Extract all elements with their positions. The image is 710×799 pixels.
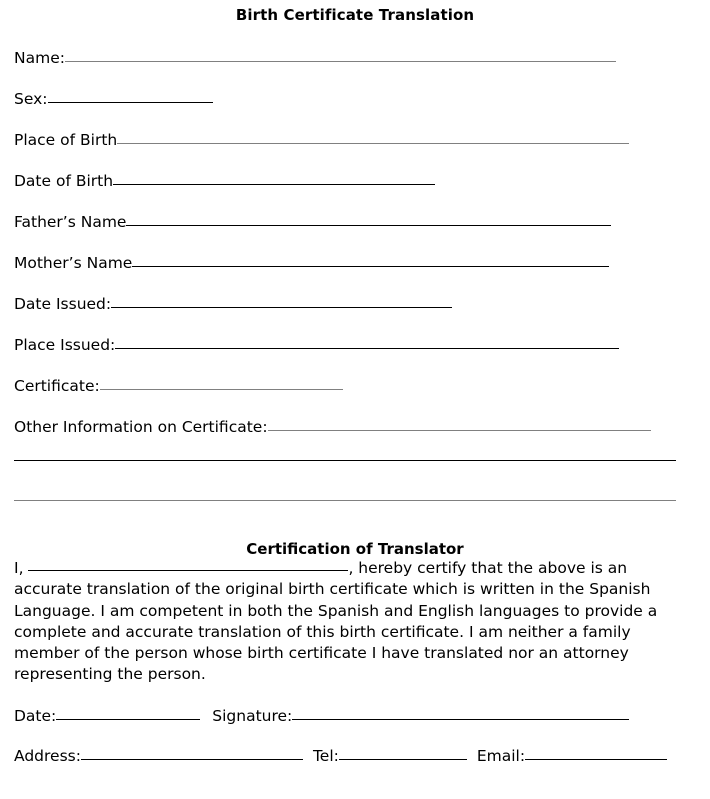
form-row-father-s-name: [14, 212, 696, 253]
field-label: Signature:: [212, 706, 293, 725]
field-label: Date:: [14, 706, 57, 725]
field-label: Mother’s Name: [14, 254, 133, 272]
field-blank-signature[interactable]: [292, 719, 629, 720]
field-label: Place Issued:: [14, 336, 116, 354]
field-label: Certificate:: [14, 377, 100, 395]
field-blank-father-s-name[interactable]: [126, 225, 611, 226]
certification-paragraph: [14, 558, 696, 686]
form-row-name: [14, 48, 696, 89]
form-row-place-of-birth: [14, 130, 696, 171]
continuation-rule-1[interactable]: [14, 460, 676, 461]
field-label: Email:: [476, 746, 526, 765]
field-blank-place-of-birth[interactable]: [117, 143, 629, 144]
field-blank-email[interactable]: [525, 759, 667, 760]
field-label: Father’s Name: [14, 213, 127, 231]
form-row-sex: [14, 89, 696, 130]
field-label: Date of Birth: [14, 172, 114, 190]
form-row-certificate: [14, 376, 696, 417]
field-blank-sex[interactable]: [48, 102, 213, 103]
field-blank-date-of-birth[interactable]: [113, 184, 435, 185]
field-blank-mother-s-name[interactable]: [132, 266, 609, 267]
form-row-date-issued: [14, 294, 696, 335]
translator-name-blank[interactable]: [28, 570, 348, 571]
field-blank-other-information-on-certificate[interactable]: [268, 430, 651, 431]
form-row-mother-s-name: [14, 253, 696, 294]
field-label: Place of Birth: [14, 131, 118, 149]
certification-lead-in: I,: [14, 559, 24, 577]
page-title: Birth Certificate Translation: [235, 6, 475, 24]
field-label: Date Issued:: [14, 295, 112, 313]
field-blank-certificate[interactable]: [100, 389, 343, 390]
signature-row-1: [14, 706, 696, 746]
continuation-rule-2[interactable]: [14, 500, 676, 501]
field-label: Address:: [14, 746, 81, 765]
form-row-other-information-on-certificate: [14, 417, 696, 458]
form-row-date-of-birth: [14, 171, 696, 212]
field-blank-date-issued[interactable]: [111, 307, 452, 308]
field-label: Tel:: [312, 746, 339, 765]
field-label: Sex:: [14, 90, 48, 108]
signature-fields: [14, 706, 696, 786]
field-blank-name[interactable]: [65, 61, 616, 62]
field-label: Name:: [14, 49, 65, 67]
certification-block: [14, 558, 696, 686]
certification-body-text: , hereby certify that the above is an accurate translation of the original birth certificate which is written in the Spanish Language. I am competent in both the Spanish and English languages to provide a complete and accurate translation of this birth certificate. I am neither a family member of the person whose birth certificate I have translated nor an attorney representing the person.: [14, 559, 658, 684]
field-blank-address[interactable]: [81, 759, 303, 760]
field-blank-place-issued[interactable]: [115, 348, 619, 349]
field-label: Other Information on Certificate:: [14, 418, 268, 436]
birth-certificate-fields: [14, 48, 696, 458]
signature-row-2: [14, 746, 696, 786]
field-blank-date[interactable]: [56, 719, 200, 720]
form-row-place-issued: [14, 335, 696, 376]
other-information-continuation-rules: [14, 460, 696, 501]
field-blank-tel[interactable]: [339, 759, 467, 760]
section-title-certification: Certification of Translator: [246, 540, 464, 558]
